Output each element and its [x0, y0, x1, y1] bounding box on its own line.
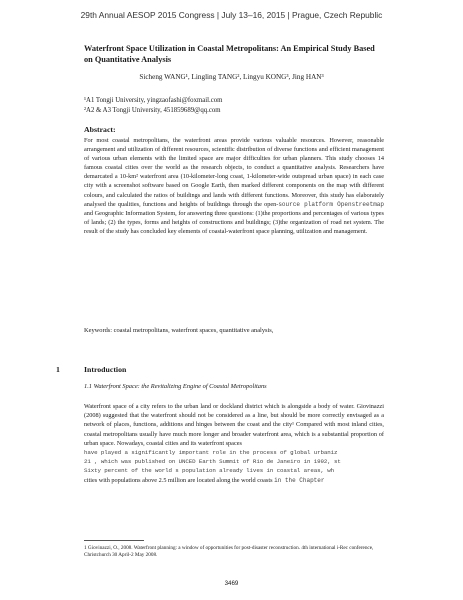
paper-title: Waterfront Space Utilization in Coastal Metropolitans: An Empirical Study Based on Quantitative Analysis — [84, 44, 375, 64]
abstract-text-part2: and Geographic Information System, for answering three questions: (1)the proportions and percentages of various types of lands; (2) the types, forms and heights of constructions and buildings; (3)the organization of road net system. The result of the study has concluded key elements of coastal-waterfront space planning, utilization and management. — [84, 209, 384, 235]
affiliation-2: ²A2 & A3 Tongji University, 451859689@qq.com — [84, 107, 221, 114]
subsection-heading: 1.1 Waterfront Space: the Revitalizing Engine of Coastal Metropolitans — [84, 383, 267, 390]
section-title: Introduction — [84, 365, 127, 374]
intro-mono-line-2: 21 , which was published on UNCED Earth Summit of Rio de Janeiro in 1992, st — [84, 458, 341, 466]
abstract-heading: Abstract: — [84, 125, 116, 134]
abstract-text-part1: For most coastal metropolitans, the waterfront areas provide various valuable resources. However, reasonable arrangement and utilization of different resources, scientific distribution of diverse functions and efficient management of various urban elements with the limited space are major difficulties for urban planners. This study chooses 14 famous coastal cities over the world as the research objects, to conduct a quantitative analysis. Researchers have demarcated a 10-km² waterfront area (10-kilometer-long coast, 1-kilometer-wide outspread urban space) in each case city with a screenshot software based on Google Earth, then marked different components on the map with different colours, and calculated the ratios of buildings and lands with different functions. Moreover, this study has elaborately analysed the qualities, functions and heights of buildings through the open- — [84, 137, 384, 208]
intro-last-line-mono: in the Chapter — [274, 476, 325, 484]
footnote-rule — [84, 540, 144, 541]
footnote: 1 Giovinazzi, O., 2008. Waterfront planning: a window of opportunities for post-disaster reconstruction. 4th international i-Rec conference, Christchurch 30 April-2 May 2008. — [84, 545, 374, 558]
intro-mono-line-3: Sixty percent of the world s population already lives in coastal areas, wh — [84, 467, 335, 475]
keywords: Keywords: coastal metropolitans, waterfront spaces, quantitative analysis, — [84, 327, 274, 334]
running-header: 29th Annual AESOP 2015 Congress | July 13–16, 2015 | Prague, Czech Republic — [80, 10, 383, 20]
page-number: 3469 — [224, 580, 239, 587]
abstract-mono-text: source platform Openstreetmap — [278, 200, 384, 208]
affiliation-1: ¹A1 Tongji University, yingzaofashi@foxmail.com — [84, 97, 223, 104]
introduction-body — [84, 402, 384, 485]
intro-paragraph: Waterfront space of a city refers to the urban land or dockland district which is alongside a body of water. Giovinazzi (2008) suggested that the waterfront should not be considered as a line, but should be more correctly envisaged as a network of places, functions, additions and hinges between the coast and the city¹ Compared with most inland cities, coastal metropolitans usually have much more longer and broader waterfront area, which is a substantial proportion of urban space. Nowadays, coastal cities and its waterfront spaces — [84, 403, 384, 447]
author-list: Sicheng WANG¹, Lingling TANG², Lingyu KONG³, Jing HAN³ — [139, 73, 324, 81]
intro-mono-line-1: have played a significantly important role in the process of global urbaniz — [84, 449, 338, 457]
section-heading — [56, 365, 126, 374]
section-number: 1 — [56, 365, 60, 374]
abstract-body — [84, 136, 384, 236]
intro-last-line: cities with populations above 2.5 million are located along the world coasts — [84, 476, 275, 484]
